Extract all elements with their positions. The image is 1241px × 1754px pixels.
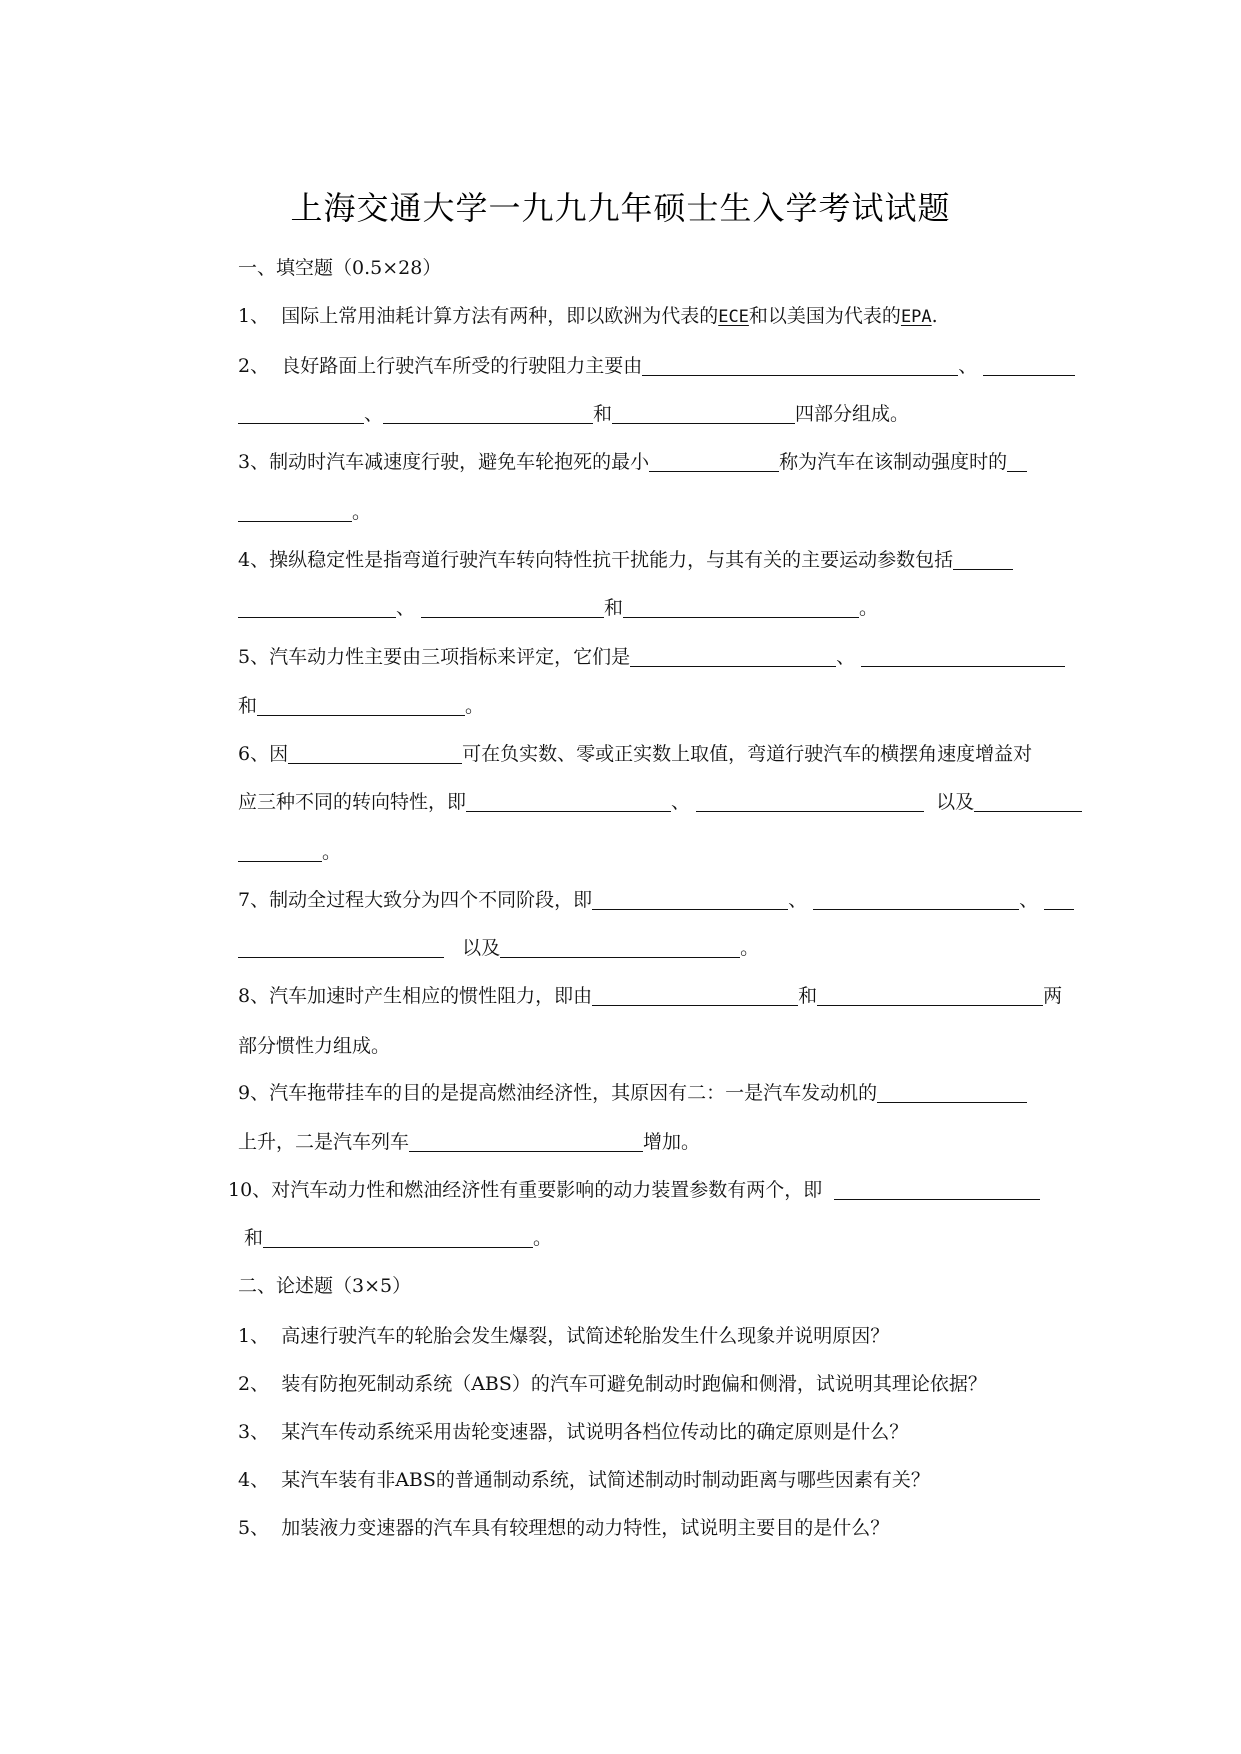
essay-question [238,1464,1114,1496]
answer-blank[interactable] [263,1246,533,1248]
question-number: 5、 [238,1517,270,1539]
answer-blank[interactable] [409,1150,643,1152]
question-number: 1、 [238,1325,270,1347]
question-7 [238,884,1114,916]
question-number: 7、 [238,889,270,911]
question-3 [238,446,1114,478]
question-8-cont [238,1030,1114,1062]
answer-blank[interactable] [612,422,795,424]
answer-blank[interactable] [500,956,740,958]
question-text: 操纵稳定性是指弯道行驶汽车转向特性抗干扰能力，与其有关的主要运动参数包括 [269,549,954,571]
question-text: 和以美国为代表的 [748,305,901,327]
question-number: 9、 [238,1082,270,1104]
question-text: 增加。 [643,1131,701,1153]
question-text: 以及 [462,937,501,959]
question-text: 以及 [936,791,975,813]
answer-blank[interactable] [817,1004,1043,1006]
question-4-cont [238,592,1114,624]
question-text: 、 [788,889,808,911]
section2-heading-text: 二、论述题（3×5） [238,1275,412,1297]
question-text: 和 [604,597,624,619]
answer-blank[interactable] [630,665,836,667]
question-text: 、 [836,646,856,668]
answer-blank[interactable] [696,810,924,812]
answer-blank[interactable] [238,956,444,958]
answer-blank[interactable] [288,762,462,764]
question-text: 汽车加速时产生相应的惯性阻力，即由 [269,985,593,1007]
question-number: 10、 [228,1179,272,1201]
question-text: 称为汽车在该制动强度时的 [779,451,1008,473]
essay-question [238,1368,1114,1400]
answer-blank[interactable] [238,616,396,618]
question-number: 2、 [238,1373,270,1395]
answer-blank[interactable] [974,810,1082,812]
answer-blank[interactable] [649,470,779,472]
question-text: 加装液力变速器的汽车具有较理想的动力特性，试说明主要目的是什么？ [281,1517,890,1539]
question-10 [228,1174,1104,1206]
question-text: 上升，二是汽车列车 [238,1131,410,1153]
question-text: 对汽车动力性和燃油经济性有重要影响的动力装置参数有两个，即 [271,1179,823,1201]
question-8 [238,980,1114,1012]
answer-blank[interactable] [238,860,322,862]
question-2-cont [238,398,1114,430]
question-text: 。 [859,597,879,619]
question-5 [238,641,1114,673]
essay-question [238,1320,1114,1352]
question-text: 。 [465,695,485,717]
question-text: 和 [238,695,258,717]
question-number: 8、 [238,985,270,1007]
question-text: 、 [1019,889,1039,911]
question-text: 和 [798,985,818,1007]
question-6-cont2 [238,836,1114,868]
answer-blank[interactable] [1044,908,1074,910]
answer-blank[interactable] [877,1101,1027,1103]
answer-blank[interactable] [623,616,859,618]
question-6-cont [238,786,1114,818]
answer-blank[interactable] [642,374,958,376]
question-7-cont [238,932,1114,964]
page-title: 上海交通大学一九九九年硕士生入学考试试题 [290,189,951,227]
section2-heading [238,1270,1114,1302]
question-text: 良好路面上行驶汽车所受的行驶阻力主要由 [281,355,643,377]
section1-heading-text: 一、填空题（0.5×28） [238,257,442,279]
question-5-cont [238,690,1114,722]
question-3-cont [238,496,1114,528]
question-number: 4、 [238,549,270,571]
question-text: 汽车拖带挂车的目的是提高燃油经济性，其原因有二：一是汽车发动机的 [269,1082,878,1104]
question-1 [238,300,1114,332]
answer-blank[interactable] [592,1004,798,1006]
question-text: 制动全过程大致分为四个不同阶段，即 [269,889,593,911]
question-number: 1、 [238,305,270,327]
question-text: 。 [322,841,342,863]
section1-heading [238,252,1114,284]
answer-blank[interactable] [421,616,604,618]
question-2 [238,350,1114,382]
question-text: 高速行驶汽车的轮胎会发生爆裂，试简述轮胎发生什么现象并说明原因？ [281,1325,890,1347]
question-6 [238,738,1114,770]
answer-blank[interactable] [983,374,1075,376]
question-text: 。 [352,501,372,523]
question-number: 5、 [238,646,270,668]
answer-blank[interactable] [1007,470,1027,472]
answer-epa: EPA [900,307,932,327]
question-text: 。 [533,1227,553,1249]
answer-blank[interactable] [813,908,1019,910]
question-number: 6、 [238,743,270,765]
answer-blank[interactable] [257,714,465,716]
essay-question [238,1512,1114,1544]
question-number: 3、 [238,1421,270,1443]
question-text: 某汽车传动系统采用齿轮变速器，试说明各档位传动比的确定原则是什么？ [281,1421,909,1443]
question-text: 可在负实数、零或正实数上取值，弯道行驶汽车的横摆角速度增益对 [462,743,1033,765]
answer-blank[interactable] [238,422,364,424]
question-text: 两 [1043,985,1063,1007]
question-text: 国际上常用油耗计算方法有两种，即以欧洲为代表的 [281,305,719,327]
question-text: 汽车动力性主要由三项指标来评定，它们是 [269,646,631,668]
question-text: . [931,305,938,327]
question-text: 、 [364,403,384,425]
question-text: 某汽车装有非ABS的普通制动系统，试简述制动时制动距离与哪些因素有关？ [281,1469,930,1491]
question-number: 4、 [238,1469,270,1491]
question-text: 四部分组成。 [795,403,910,425]
question-text: 部分惯性力组成。 [238,1035,391,1057]
question-9-cont [238,1126,1114,1158]
question-number: 3、 [238,451,270,473]
question-text: 、 [958,355,978,377]
question-text: 和 [244,1227,264,1249]
question-text: 和 [593,403,613,425]
question-number: 2、 [238,355,270,377]
answer-blank[interactable] [466,810,671,812]
answer-blank[interactable] [834,1198,1040,1200]
answer-blank[interactable] [953,568,1013,570]
question-text: 因 [269,743,289,765]
answer-ece: ECE [718,307,749,327]
question-9 [238,1077,1114,1109]
answer-blank[interactable] [383,422,593,424]
answer-blank[interactable] [861,665,1065,667]
question-text: 装有防抱死制动系统（ABS）的汽车可避免制动时跑偏和侧滑，试说明其理论依据？ [281,1373,987,1395]
question-4 [238,544,1114,576]
question-10-cont [244,1222,1120,1254]
answer-blank[interactable] [592,908,788,910]
question-text: 。 [740,937,760,959]
question-text: 、 [396,597,416,619]
answer-blank[interactable] [238,520,352,522]
question-text: 、 [671,791,691,813]
question-text: 应三种不同的转向特性，即 [238,791,467,813]
question-text: 制动时汽车减速度行驶，避免车轮抱死的最小 [269,451,650,473]
essay-question [238,1416,1114,1448]
